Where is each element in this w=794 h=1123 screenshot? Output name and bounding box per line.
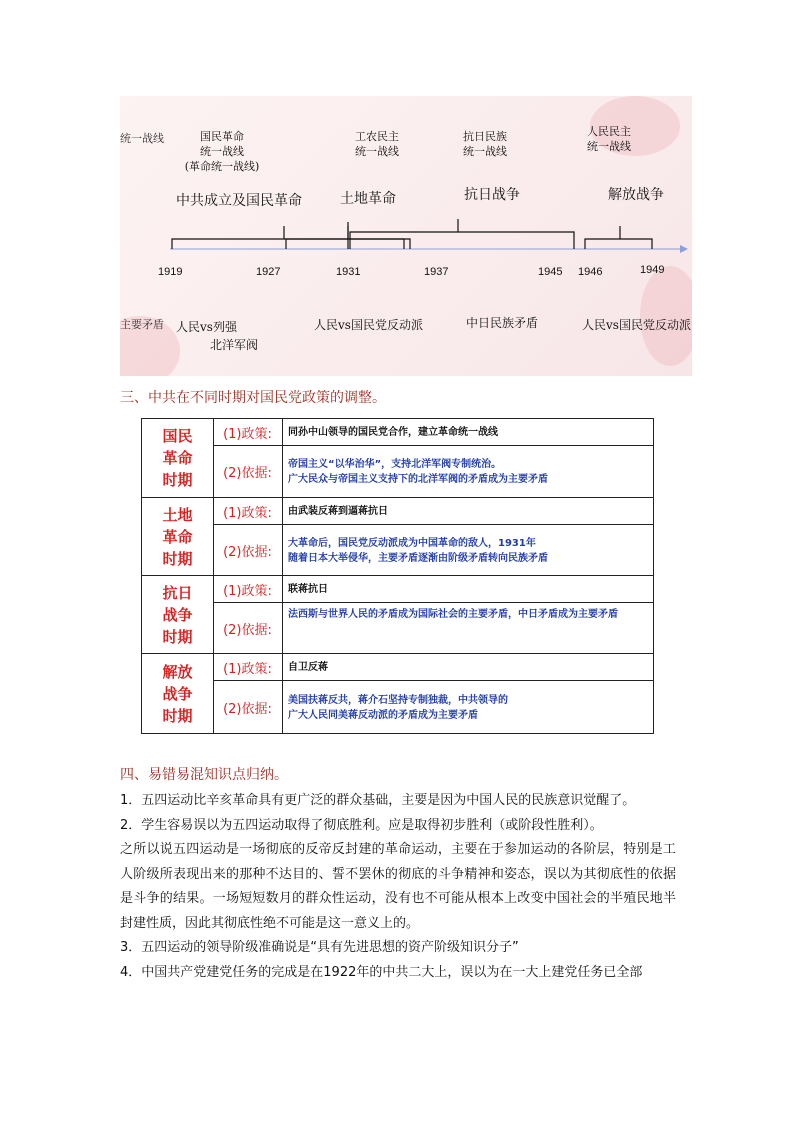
year-label: 1919 [158, 266, 183, 278]
front-4-line: 统一战线 [587, 140, 631, 153]
period-name: 国民革命时期 [142, 419, 214, 497]
period-name: 土地革命时期 [142, 498, 214, 575]
front-2-line: 统一战线 [355, 145, 399, 158]
bracket-1946-1949 [585, 226, 652, 249]
basis-label: (2)依据: [213, 603, 283, 654]
period-block [142, 497, 653, 575]
front-4 [574, 124, 644, 154]
policy-label: (1)政策: [213, 576, 283, 602]
front-2-line: 工农民主 [355, 130, 399, 143]
period-name: 抗日战争时期 [142, 576, 214, 653]
policy-label: (1)政策: [213, 419, 283, 445]
policy-table [141, 418, 654, 734]
front-3 [450, 129, 520, 159]
policy-row [213, 498, 653, 524]
axis-arrowhead [680, 245, 688, 253]
period-label: 抗日战争 [464, 187, 520, 203]
basis-text: 法西斯与世界人民的矛盾成为国际社会的主要矛盾，中日矛盾成为主要矛盾 [288, 609, 618, 620]
contradiction-1-line: 北洋军阀 [210, 338, 259, 352]
section-4-heading: 四、易错易混知识点归纳。 [120, 767, 288, 783]
front-1 [172, 129, 272, 174]
front-1-line: 统一战线 [200, 145, 244, 158]
policy-label: (1)政策: [213, 654, 283, 680]
contradiction-1 [176, 318, 258, 354]
period-label: 土地革命 [340, 191, 396, 207]
basis-label: (2)依据: [213, 525, 283, 576]
policy-text: 同孙中山领导的国民党合作，建立革命统一战线 [288, 426, 498, 438]
year-label: 1927 [256, 266, 281, 278]
basis-label: (2)依据: [213, 681, 283, 734]
note-item: 4．中国共产党建党任务的完成是在1922年的中共二大上，误以为在一大上建党任务已全部 [120, 964, 643, 980]
policy-text: 自卫反蒋 [288, 661, 328, 673]
policy-text: 由武装反蒋到逼蒋抗日 [288, 505, 388, 517]
policy-row [213, 576, 653, 602]
year-label: 1949 [640, 264, 665, 276]
bracket-1931-1945 [350, 219, 574, 249]
note-item: 3．五四运动的领导阶级准确说是“具有先进思想的资产阶级知识分子” [120, 940, 519, 955]
policy-row [213, 419, 653, 445]
period-block [142, 653, 653, 733]
basis-text: 帝国主义“以华治华”，支持北洋军阀专制统治。 广大民众与帝国主义支持下的北洋军阀的矛盾成为主要矛盾 [288, 458, 548, 485]
contradiction-2: 人民vs国民党反动派 [314, 318, 423, 332]
front-1-line: (革命统一战线) [184, 160, 260, 173]
period-label: 解放战争 [608, 187, 664, 203]
period-block [142, 575, 653, 653]
period-block [142, 419, 653, 497]
year-label: 1945 [538, 266, 563, 278]
note-paragraph: 之所以说五四运动是一场彻底的反帝反封建的革命运动，主要在于参加运动的各阶层，特别是工人阶级所表现出来的那种不达目的、誓不罢休的彻底的斗争精神和姿态，误以为其彻底性的依据是斗争的结果。一场短短数月的群众性运动，没有也不可能从根本上改变中国社会的半殖民地半封建性质，因此其彻底性绝不可能是这一意义上的。 [120, 842, 676, 931]
note-item: 1．五四运动比辛亥革命具有更广泛的群众基础，主要是因为中国人民的民族意识觉醒了。 [120, 793, 636, 808]
timeline-figure [120, 96, 692, 376]
note-item: 2．学生容易误以为五四运动取得了彻底胜利。应是取得初步胜利（或阶段性胜利）。 [120, 817, 603, 833]
contradiction-1-line: 人民vs列强 [176, 320, 237, 334]
basis-row [213, 524, 653, 576]
policy-text: 联蒋抗日 [288, 583, 328, 595]
year-label: 1946 [578, 266, 603, 278]
basis-text: 美国扶蒋反共，蒋介石坚持专制独裁，中共领导的 广大人民同美蒋反动派的矛盾成为主要矛盾 [288, 694, 508, 721]
notes-list [120, 789, 676, 985]
contradiction-3: 中日民族矛盾 [466, 316, 539, 330]
policy-row [213, 654, 653, 680]
policy-label: (1)政策: [213, 498, 283, 524]
basis-row [213, 445, 653, 497]
front-3-line: 抗日民族 [463, 130, 507, 143]
front-3-line: 统一战线 [463, 145, 507, 158]
contradiction-4: 人民vs国民党反动派 [582, 318, 691, 332]
period-name: 解放战争时期 [142, 654, 214, 733]
row-label-contradiction: 主要矛盾 [120, 318, 164, 331]
basis-row [213, 680, 653, 734]
front-4-line: 人民民主 [587, 125, 631, 138]
front-1-line: 国民革命 [200, 130, 244, 143]
front-2 [342, 129, 412, 159]
period-label: 中共成立及国民革命 [176, 193, 302, 209]
section-3-heading: 三、中共在不同时期对国民党政策的调整。 [120, 390, 386, 406]
basis-row [213, 602, 653, 654]
bracket-1919-1927 [172, 226, 404, 249]
row-label-front: 统一战线 [120, 132, 164, 145]
basis-text: 大革命后，国民党反动派成为中国革命的敌人，1931年 随着日本大举侵华，主要矛盾逐渐由阶级矛盾转向民族矛盾 [288, 537, 548, 564]
year-label: 1937 [424, 266, 449, 278]
basis-label: (2)依据: [213, 446, 283, 497]
year-label: 1931 [336, 266, 361, 278]
